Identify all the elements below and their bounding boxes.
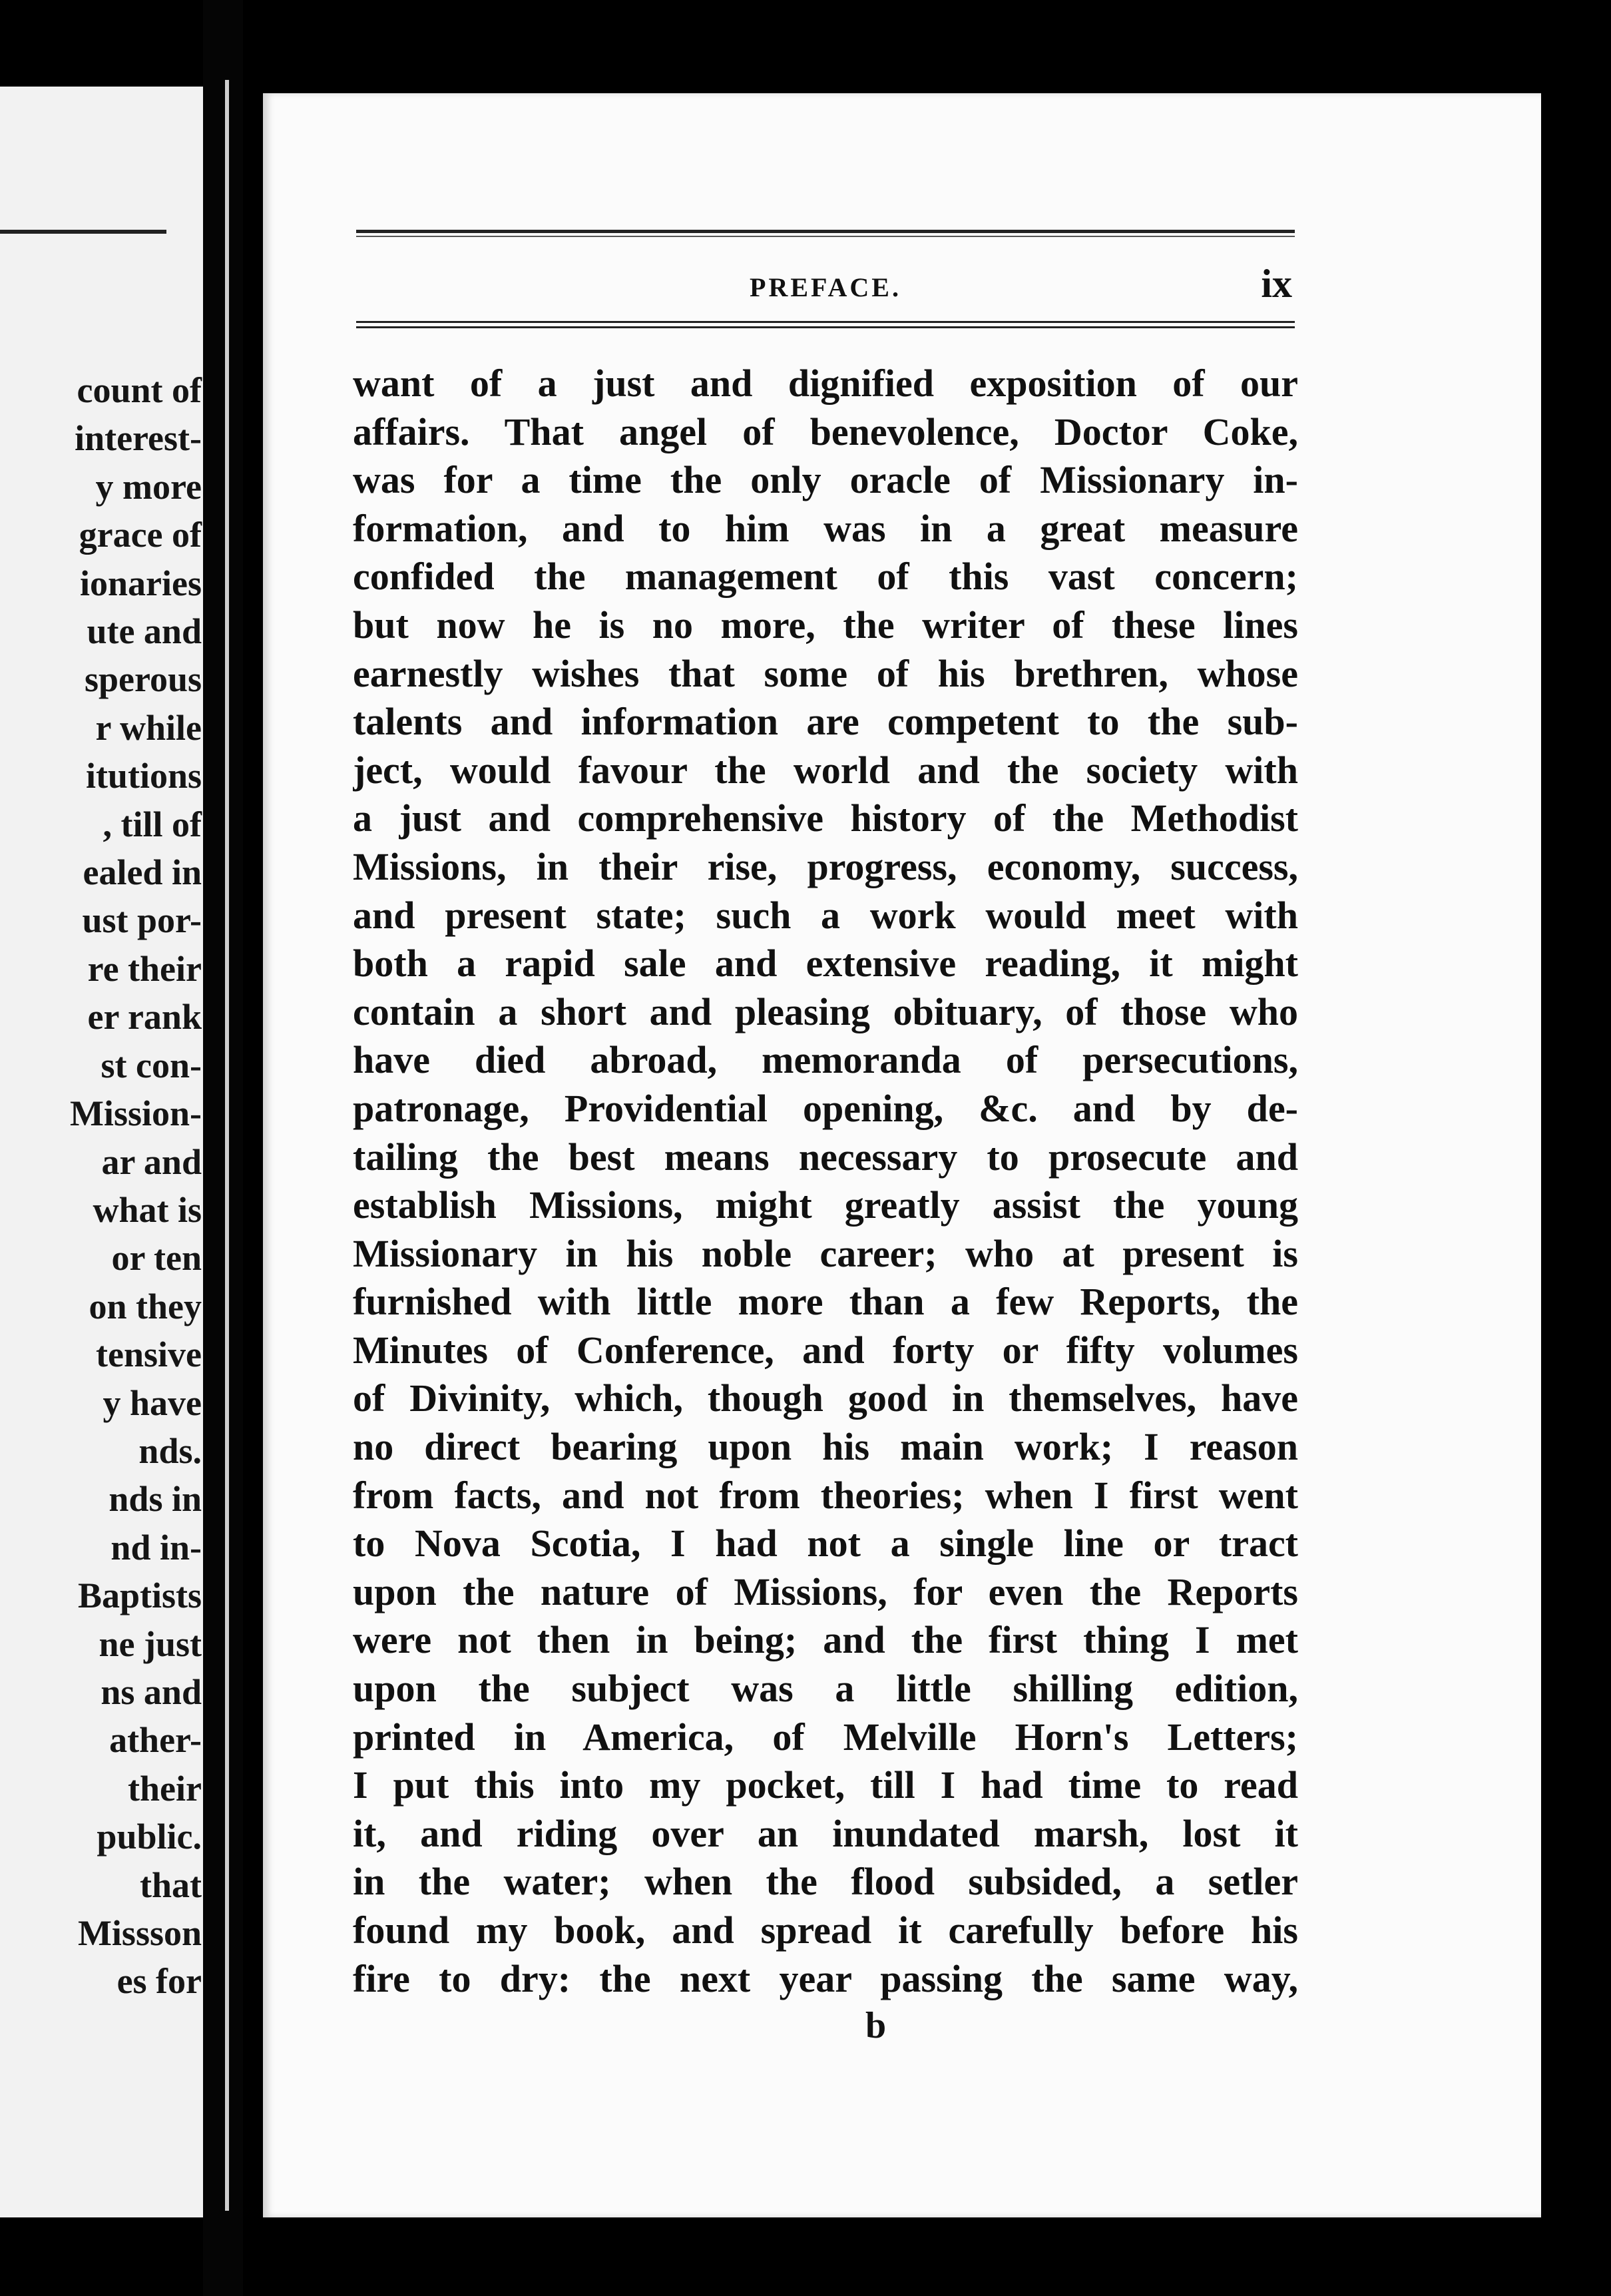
text-line: ject, would favour the world and the society with: [353, 748, 1298, 792]
facing-page-line: ather-: [109, 1720, 202, 1761]
running-head: [356, 262, 1295, 312]
text-line: of Divinity, which, though good in themselves, have: [353, 1376, 1298, 1420]
text-line: affairs. That angel of benevolence, Doctor Coke,: [353, 410, 1298, 453]
text-line: tailing the best means necessary to prosecute and: [353, 1135, 1298, 1179]
scan-edge: [1541, 0, 1611, 2296]
facing-page-line: sperous: [84, 659, 202, 700]
facing-page-line: st con-: [101, 1045, 202, 1085]
page-number: ix: [1261, 262, 1292, 306]
facing-page-line: y more: [95, 466, 202, 507]
facing-page-line: or ten: [111, 1238, 202, 1279]
facing-page-line: re their: [87, 948, 202, 989]
facing-page-line: ute and: [87, 611, 202, 652]
text-line: I put this into my pocket, till I had time to read: [353, 1763, 1298, 1807]
text-line: earnestly wishes that some of his brethren, whose: [353, 651, 1298, 695]
facing-page-line: nds.: [138, 1430, 202, 1471]
facing-page-line: nd in-: [111, 1527, 202, 1568]
facing-page-line: ionaries: [80, 563, 202, 603]
text-line: confided the management of this vast concern;: [353, 555, 1298, 599]
text-line: want of a just and dignified exposition of our: [353, 362, 1298, 405]
text-line: but now he is no more, the writer of these lines: [353, 603, 1298, 647]
text-line: both a rapid sale and extensive reading, it might: [353, 942, 1298, 986]
text-line: fire to dry: the next year passing the same way,: [353, 1956, 1298, 2000]
facing-page-line: what is: [93, 1189, 202, 1230]
signature-mark: b: [865, 2005, 887, 2046]
text-line: formation, and to him was in a great measure: [353, 506, 1298, 550]
header-rule-bottom: [356, 321, 1295, 328]
facing-page-line: ns and: [101, 1671, 202, 1712]
facing-page-line: nds in: [109, 1479, 202, 1520]
text-line: from facts, and not from theories; when I first went: [353, 1473, 1298, 1517]
facing-page-line: ust por-: [82, 900, 202, 941]
binding-gutter: [203, 0, 243, 2296]
text-line: in the water; when the flood subsided, a setler: [353, 1860, 1298, 1904]
facing-page-line: Mission-: [69, 1093, 202, 1134]
text-line: to Nova Scotia, I had not a single line or tract: [353, 1522, 1298, 1566]
facing-page-text: [2, 366, 202, 2006]
text-line: have died abroad, memoranda of persecutions,: [353, 1038, 1298, 1082]
text-line: establish Missions, might greatly assist the young: [353, 1183, 1298, 1227]
facing-page-line: y have: [103, 1382, 202, 1423]
text-line: were not then in being; and the first thing I met: [353, 1618, 1298, 1662]
text-line: it, and riding over an inundated marsh, lost it: [353, 1811, 1298, 1855]
facing-page-line: ealed in: [83, 852, 202, 893]
facing-page-line: , till of: [103, 804, 202, 844]
text-line: talents and information are competent to the sub-: [353, 700, 1298, 744]
facing-page-line: count of: [77, 370, 202, 410]
facing-page-line: Baptists: [77, 1576, 202, 1616]
text-line: Missions, in their rise, progress, economy, success,: [353, 844, 1298, 888]
facing-page-line: r while: [95, 707, 202, 748]
facing-page-line: ne just: [99, 1623, 202, 1664]
facing-page-line: Missson: [77, 1913, 202, 1953]
text-line: upon the subject was a little shilling edition,: [353, 1667, 1298, 1711]
facing-page-line: on they: [89, 1286, 202, 1326]
facing-page-line: that: [140, 1865, 202, 1905]
body-text: [353, 360, 1298, 2003]
text-line: furnished with little more than a few Reports, the: [353, 1280, 1298, 1324]
text-line: was for a time the only oracle of Missionary in-: [353, 458, 1298, 502]
running-title: PREFACE.: [750, 272, 901, 302]
text-line: contain a short and pleasing obituary, of those who: [353, 990, 1298, 1033]
facing-page-line: grace of: [79, 515, 202, 555]
facing-page-rule: [0, 230, 166, 234]
facing-page-line: their: [128, 1768, 202, 1809]
text-line: found my book, and spread it carefully before his: [353, 1908, 1298, 1952]
text-line: printed in America, of Melville Horn's Letters;: [353, 1715, 1298, 1759]
facing-page-line: itutions: [85, 756, 202, 796]
facing-page-line: tensive: [96, 1334, 202, 1375]
book-page: [263, 93, 1541, 2217]
text-line: Minutes of Conference, and forty or fifty volumes: [353, 1328, 1298, 1372]
facing-page-line: er rank: [87, 997, 202, 1037]
text-line: no direct bearing upon his main work; I reason: [353, 1425, 1298, 1469]
text-line: patronage, Providential opening, &c. and by de-: [353, 1086, 1298, 1130]
text-line: Missionary in his noble career; who at present is: [353, 1231, 1298, 1275]
facing-page-fragment: [0, 87, 203, 2217]
facing-page-line: public.: [97, 1817, 202, 1857]
facing-page-line: interest-: [75, 418, 202, 459]
facing-page-line: es for: [116, 1961, 202, 2002]
facing-page-line: ar and: [101, 1141, 202, 1182]
text-line: and present state; such a work would meet with: [353, 893, 1298, 937]
text-line: a just and comprehensive history of the Methodist: [353, 796, 1298, 840]
text-line: upon the nature of Missions, for even the Reports: [353, 1570, 1298, 1613]
gutter-edge-line: [225, 80, 229, 2211]
header-rule-top: [356, 230, 1295, 237]
